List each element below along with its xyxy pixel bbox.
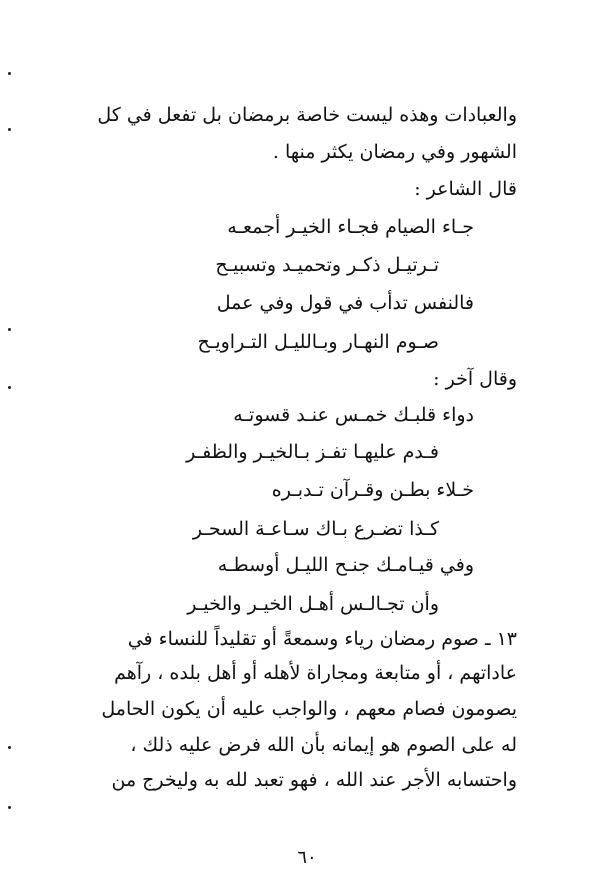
scan-mark [8, 746, 11, 749]
verse-line: خـلاء بطـن وقـرآن تـدبـره [271, 479, 474, 501]
text-line: وقال آخر : [433, 368, 517, 390]
page-number: ٦٠ [297, 847, 317, 868]
scan-mark [8, 328, 11, 331]
verse-line: كـذا تضـرع بـاك سـاعـة السحـر [192, 518, 439, 540]
verse-line: صـوم النهـار وبـالليـل التـراويـح [197, 331, 439, 353]
verse-line: فـدم عليهـا تفـز بـالخيـر والظفـر [186, 441, 439, 463]
scan-mark [8, 128, 11, 131]
verse-line: تـرتيـل ذكـر وتحميـد وتسبيـح [215, 254, 439, 276]
scan-mark [8, 806, 11, 809]
text-line: واحتسابه الأجر عند الله ، فهو تعبد لله به وليخرج من [111, 769, 517, 791]
verse-line: فالنفس تدأب في قول وفي عمل [216, 292, 474, 314]
text-line: له على الصوم هو إيمانه بأن الله فرض عليه ذلك ، [130, 734, 517, 756]
text-line: عاداتهم ، أو متابعة ومجاراة لأهله أو أهل بلده ، رآهم [114, 662, 517, 684]
text-line: والعبادات وهذه ليست خاصة برمضان بل تفعل في كل [97, 104, 517, 126]
text-line: ١٣ ـ صوم رمضان رياء وسمعةً أو تقليداً للنساء في [127, 628, 517, 650]
verse-line: وأن تجـالـس أهـل الخيـر والخيـر [187, 593, 439, 615]
text-line: قال الشاعر : [414, 178, 517, 200]
verse-line: وفي قيـامـك جنـح الليـل أوسطـه [217, 554, 474, 576]
verse-line: دواء قلبـك خمـس عنـد قسوتـه [233, 404, 474, 426]
text-line: يصومون فصام معهم ، والواجب عليه أن يكون الحامل [101, 698, 517, 720]
scan-mark [8, 386, 11, 389]
scan-mark [8, 72, 11, 75]
verse-line: جـاء الصيام فجـاء الخيـر أجمعـه [227, 216, 474, 238]
text-line: الشهور وفي رمضان يكثر منها . [272, 141, 517, 163]
